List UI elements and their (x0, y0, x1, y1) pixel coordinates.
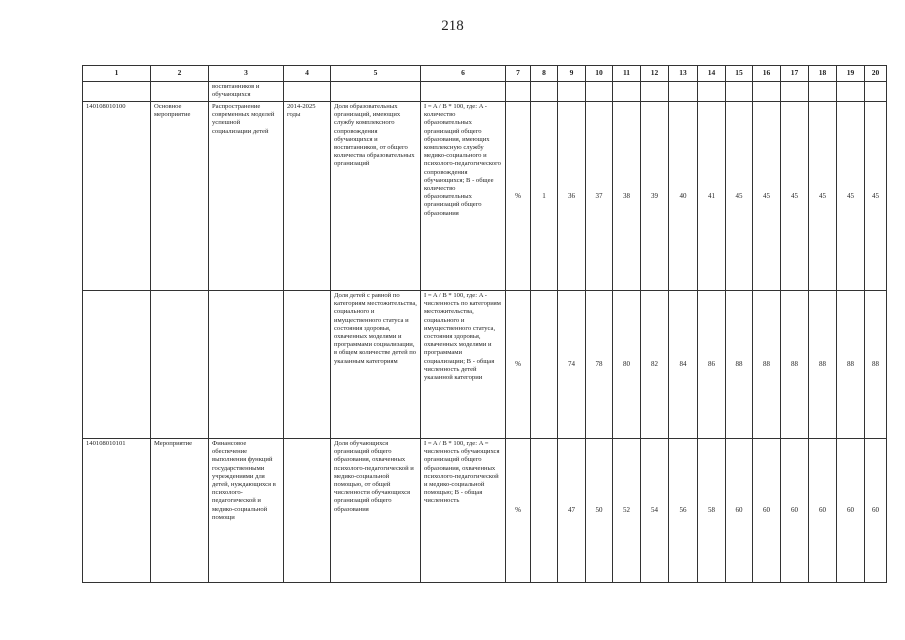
row-year-value: 47 (558, 439, 586, 583)
row-unit: % (506, 291, 531, 439)
row-code: 140108010101 (83, 439, 151, 583)
row-year-value: 88 (865, 291, 887, 439)
column-header: 9 (558, 66, 586, 82)
table-row (83, 291, 887, 439)
row-unit: % (506, 439, 531, 583)
row-name: Распространение современных моделей успешной социализации детей (209, 102, 284, 291)
row-year-value: 37 (586, 102, 613, 291)
row-code: 140108010100 (83, 102, 151, 291)
continuation-name: воспитанников и обучающихся (209, 82, 284, 102)
row-period (284, 291, 331, 439)
row-base-value (531, 439, 558, 583)
row-year-value: 74 (558, 291, 586, 439)
row-year-value: 88 (781, 291, 809, 439)
row-year-value: 38 (613, 102, 641, 291)
column-header: 15 (726, 66, 753, 82)
column-header: 12 (641, 66, 669, 82)
row-year-value: 36 (558, 102, 586, 291)
column-header: 10 (586, 66, 613, 82)
row-year-value: 56 (669, 439, 698, 583)
row-year-value: 60 (809, 439, 837, 583)
row-year-value: 60 (753, 439, 781, 583)
row-formula: I = A / B * 100, где: A - количество образовательных организаций общего образования, имеющих комплексную службу медико-социального и психолого-педагогического сопровождения обучающихся; B - общее количество образовательных организаций общего образования (421, 102, 506, 291)
row-year-value: 88 (726, 291, 753, 439)
row-year-value: 60 (837, 439, 865, 583)
row-year-value: 60 (781, 439, 809, 583)
column-header: 2 (151, 66, 209, 82)
column-header: 16 (753, 66, 781, 82)
row-year-value: 88 (753, 291, 781, 439)
column-header: 13 (669, 66, 698, 82)
row-formula: I = A / B * 100, где: A = численность обучающихся организаций общего образования, охваченных психолого-педагогической и медико-социальной помощью; B - общая численность (421, 439, 506, 583)
row-year-value: 54 (641, 439, 669, 583)
row-indicator: Доля образовательных организаций, имеющих службу комплексного сопровождения обучающихся и воспитанников, от общего количества образовательных организаций (331, 102, 421, 291)
indicators-table (82, 65, 887, 583)
row-name (209, 291, 284, 439)
column-header: 14 (698, 66, 726, 82)
row-base-value (531, 291, 558, 439)
row-year-value: 60 (726, 439, 753, 583)
row-year-value: 82 (641, 291, 669, 439)
column-header: 19 (837, 66, 865, 82)
row-indicator: Доля обучающихся организаций общего образования, охваченных психолого-педагогической и медико-социальной помощью, от общей численности обучающихся организаций общего образования (331, 439, 421, 583)
row-year-value: 40 (669, 102, 698, 291)
column-header: 8 (531, 66, 558, 82)
row-year-value: 86 (698, 291, 726, 439)
row-year-value: 45 (753, 102, 781, 291)
row-year-value: 78 (586, 291, 613, 439)
row-name: Финансовое обеспечение выполнения функций государственными учреждениями для детей, нуждающихся в психолого-педагогической и медико-социальной помощи (209, 439, 284, 583)
row-year-value: 60 (865, 439, 887, 583)
row-code (83, 291, 151, 439)
column-header: 1 (83, 66, 151, 82)
row-year-value: 45 (865, 102, 887, 291)
column-header: 7 (506, 66, 531, 82)
column-header: 18 (809, 66, 837, 82)
column-header: 20 (865, 66, 887, 82)
row-type (151, 291, 209, 439)
row-unit: % (506, 102, 531, 291)
row-year-value: 88 (809, 291, 837, 439)
table-row (83, 439, 887, 583)
row-year-value: 84 (669, 291, 698, 439)
row-period (284, 439, 331, 583)
row-period: 2014-2025 годы (284, 102, 331, 291)
continuation-row (83, 82, 887, 102)
column-header: 3 (209, 66, 284, 82)
page-number: 218 (441, 18, 464, 34)
row-year-value: 52 (613, 439, 641, 583)
row-year-value: 80 (613, 291, 641, 439)
row-base-value: 1 (531, 102, 558, 291)
row-year-value: 45 (726, 102, 753, 291)
row-year-value: 88 (837, 291, 865, 439)
row-year-value: 41 (698, 102, 726, 291)
row-type: Мероприятие (151, 439, 209, 583)
row-year-value: 39 (641, 102, 669, 291)
column-header: 6 (421, 66, 506, 82)
column-header: 5 (331, 66, 421, 82)
row-indicator: Доля детей с равной по категориям местожительства, социального и имущественного статуса и состояния здоровья, охваченных моделями и программами социализации, в общем количестве детей по указанным категориям (331, 291, 421, 439)
row-year-value: 45 (781, 102, 809, 291)
row-type: Основное мероприятие (151, 102, 209, 291)
row-formula: I = A / B * 100, где: A - численность по категориям местожительства, социального и имущественного статуса, состояния здоровья, охваченных моделями и программами социализации; B - общая численность детей указанной категории (421, 291, 506, 439)
header-row (83, 66, 887, 82)
row-year-value: 50 (586, 439, 613, 583)
column-header: 17 (781, 66, 809, 82)
table-row (83, 102, 887, 291)
column-header: 4 (284, 66, 331, 82)
row-year-value: 45 (809, 102, 837, 291)
row-year-value: 58 (698, 439, 726, 583)
column-header: 11 (613, 66, 641, 82)
row-year-value: 45 (837, 102, 865, 291)
